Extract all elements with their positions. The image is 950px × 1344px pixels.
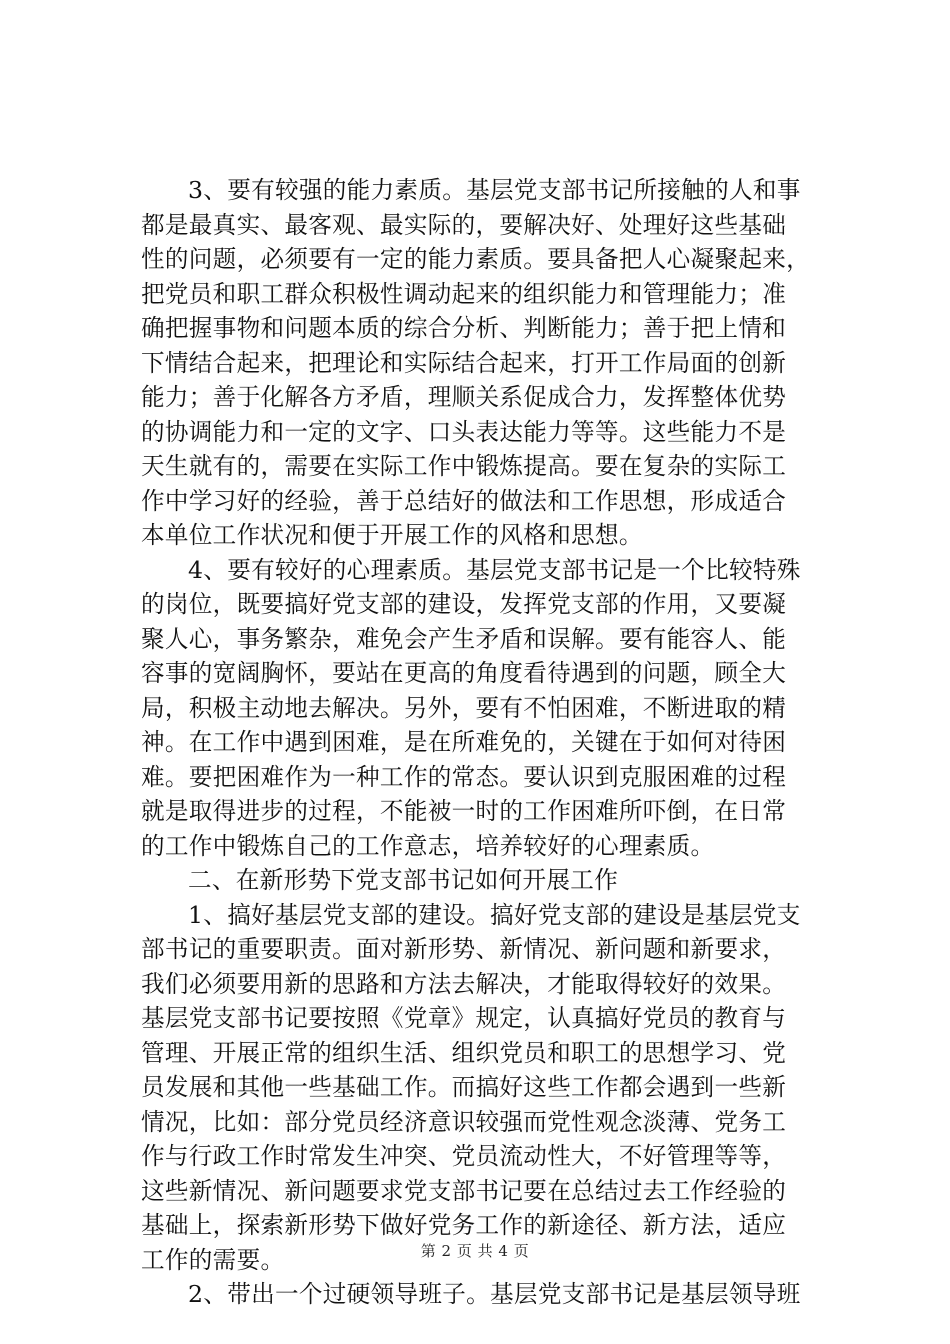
paragraph-psychology (141, 553, 831, 864)
section-heading (141, 863, 831, 898)
text-line: 容事的宽阔胸怀，要站在更高的角度看待遇到的问题，顾全大 (141, 659, 787, 687)
text-line: 确把握事物和问题本质的综合分析、判断能力；善于把上情和 (141, 314, 787, 342)
text-line: 4、要有较好的心理素质。基层党支部书记是一个比较特殊 (188, 555, 801, 584)
text-line: 下情结合起来，把理论和实际结合起来，打开工作局面的创新 (141, 348, 787, 377)
text-line: 的协调能力和一定的文字、口头表达能力等等。这些能力不是 (141, 417, 787, 446)
text-line: 难。要把困难作为一种工作的常态。要认识到克服困难的过程 (141, 762, 787, 791)
text-line: 管理、开展正常的组织生活、组织党员和职工的思想学习、党 (141, 1038, 787, 1067)
paragraph-ability (141, 173, 831, 553)
paragraph-leadership-team (141, 1277, 831, 1312)
text-line: 天生就有的，需要在实际工作中锻炼提高。要在复杂的实际工 (141, 452, 787, 480)
text-line: 性的问题，必须要有一定的能力素质。要具备把人心凝聚起来， (141, 245, 811, 273)
page-number-label: 第 2 页 共 4 页 (420, 1242, 530, 1260)
text-line: 的岗位，既要搞好党支部的建设，发挥党支部的作用，又要凝 (141, 590, 787, 618)
text-line: 都是最真实、最客观、最实际的，要解决好、处理好这些基础 (141, 210, 787, 239)
text-line: 2、带出一个过硬领导班子。基层党支部书记是基层领导班 (188, 1280, 801, 1308)
text-line: 员发展和其他一些基础工作。而搞好这些工作都会遇到一些新 (141, 1073, 787, 1101)
document-body (141, 173, 831, 1312)
text-line: 部书记的重要职责。面对新形势、新情况、新问题和新要求， (141, 935, 787, 963)
text-line: 3、要有较强的能力素质。基层党支部书记所接触的人和事 (188, 176, 801, 204)
text-line: 神。在工作中遇到困难，是在所难免的，关键在于如何对待困 (141, 728, 787, 756)
text-line: 作中学习好的经验，善于总结好的做法和工作思想，形成适合 (141, 486, 787, 515)
text-line: 的工作中锻炼自己的工作意志，培养较好的心理素质。 (141, 831, 715, 860)
text-line: 这些新情况、新问题要求党支部书记要在总结过去工作经验的 (141, 1176, 787, 1205)
page-footer (0, 1240, 950, 1261)
text-line: 就是取得进步的过程，不能被一时的工作困难所吓倒，在日常 (141, 797, 787, 825)
text-line: 基层党支部书记要按照《党章》规定，认真搞好党员的教育与 (141, 1004, 787, 1032)
text-line: 情况，比如：部分党员经济意识较强而党性观念淡薄、党务工 (141, 1107, 787, 1136)
section-heading-text: 二、在新形势下党支部书记如何开展工作 (188, 866, 619, 894)
paragraph-branch-building (141, 898, 831, 1278)
text-line: 局，积极主动地去解决。另外，要有不怕困难，不断进取的精 (141, 693, 787, 722)
text-line: 作与行政工作时常发生冲突、党员流动性大，不好管理等等， (141, 1142, 787, 1170)
text-line: 能力；善于化解各方矛盾，理顺关系促成合力，发挥整体优势 (141, 383, 787, 411)
text-line: 聚人心，事务繁杂，难免会产生矛盾和误解。要有能容人、能 (141, 624, 787, 653)
text-line: 我们必须要用新的思路和方法去解决，才能取得较好的效果。 (141, 969, 787, 998)
text-line: 工作的需要。 (141, 1245, 285, 1274)
text-line: 本单位工作状况和便于开展工作的风格和思想。 (141, 521, 643, 549)
text-line: 把党员和职工群众积极性调动起来的组织能力和管理能力；准 (141, 279, 787, 308)
text-line: 1、搞好基层党支部的建设。搞好党支部的建设是基层党支 (188, 900, 801, 929)
text-line: 基础上，探索新形势下做好党务工作的新途径、新方法，适应 (141, 1211, 787, 1239)
